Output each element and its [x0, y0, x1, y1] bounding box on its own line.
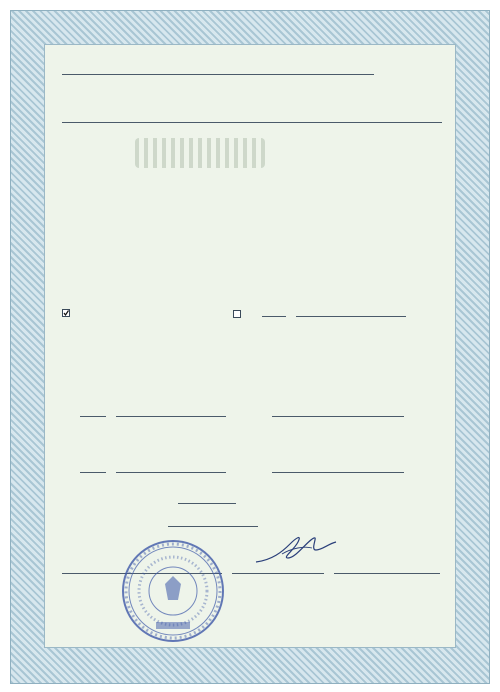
check-mark-icon [63, 310, 69, 316]
official-seal [120, 538, 226, 644]
month-year-field [116, 472, 226, 473]
sheets-count-field [168, 526, 258, 527]
handwritten-signature [252, 530, 342, 570]
day-field [262, 316, 286, 317]
underline [62, 122, 442, 123]
signature-line [232, 573, 324, 574]
day-field [80, 472, 106, 473]
annex-count-field [178, 503, 236, 504]
watermark [135, 138, 265, 168]
day-field [80, 416, 106, 417]
document-body [44, 44, 456, 648]
until-checkbox [233, 310, 241, 318]
underline [62, 74, 374, 75]
month-year-field [296, 316, 406, 317]
number-field [272, 472, 404, 473]
month-year-field [116, 416, 226, 417]
number-field [272, 416, 404, 417]
name-line [334, 573, 440, 574]
indefinite-checkbox [62, 309, 70, 317]
